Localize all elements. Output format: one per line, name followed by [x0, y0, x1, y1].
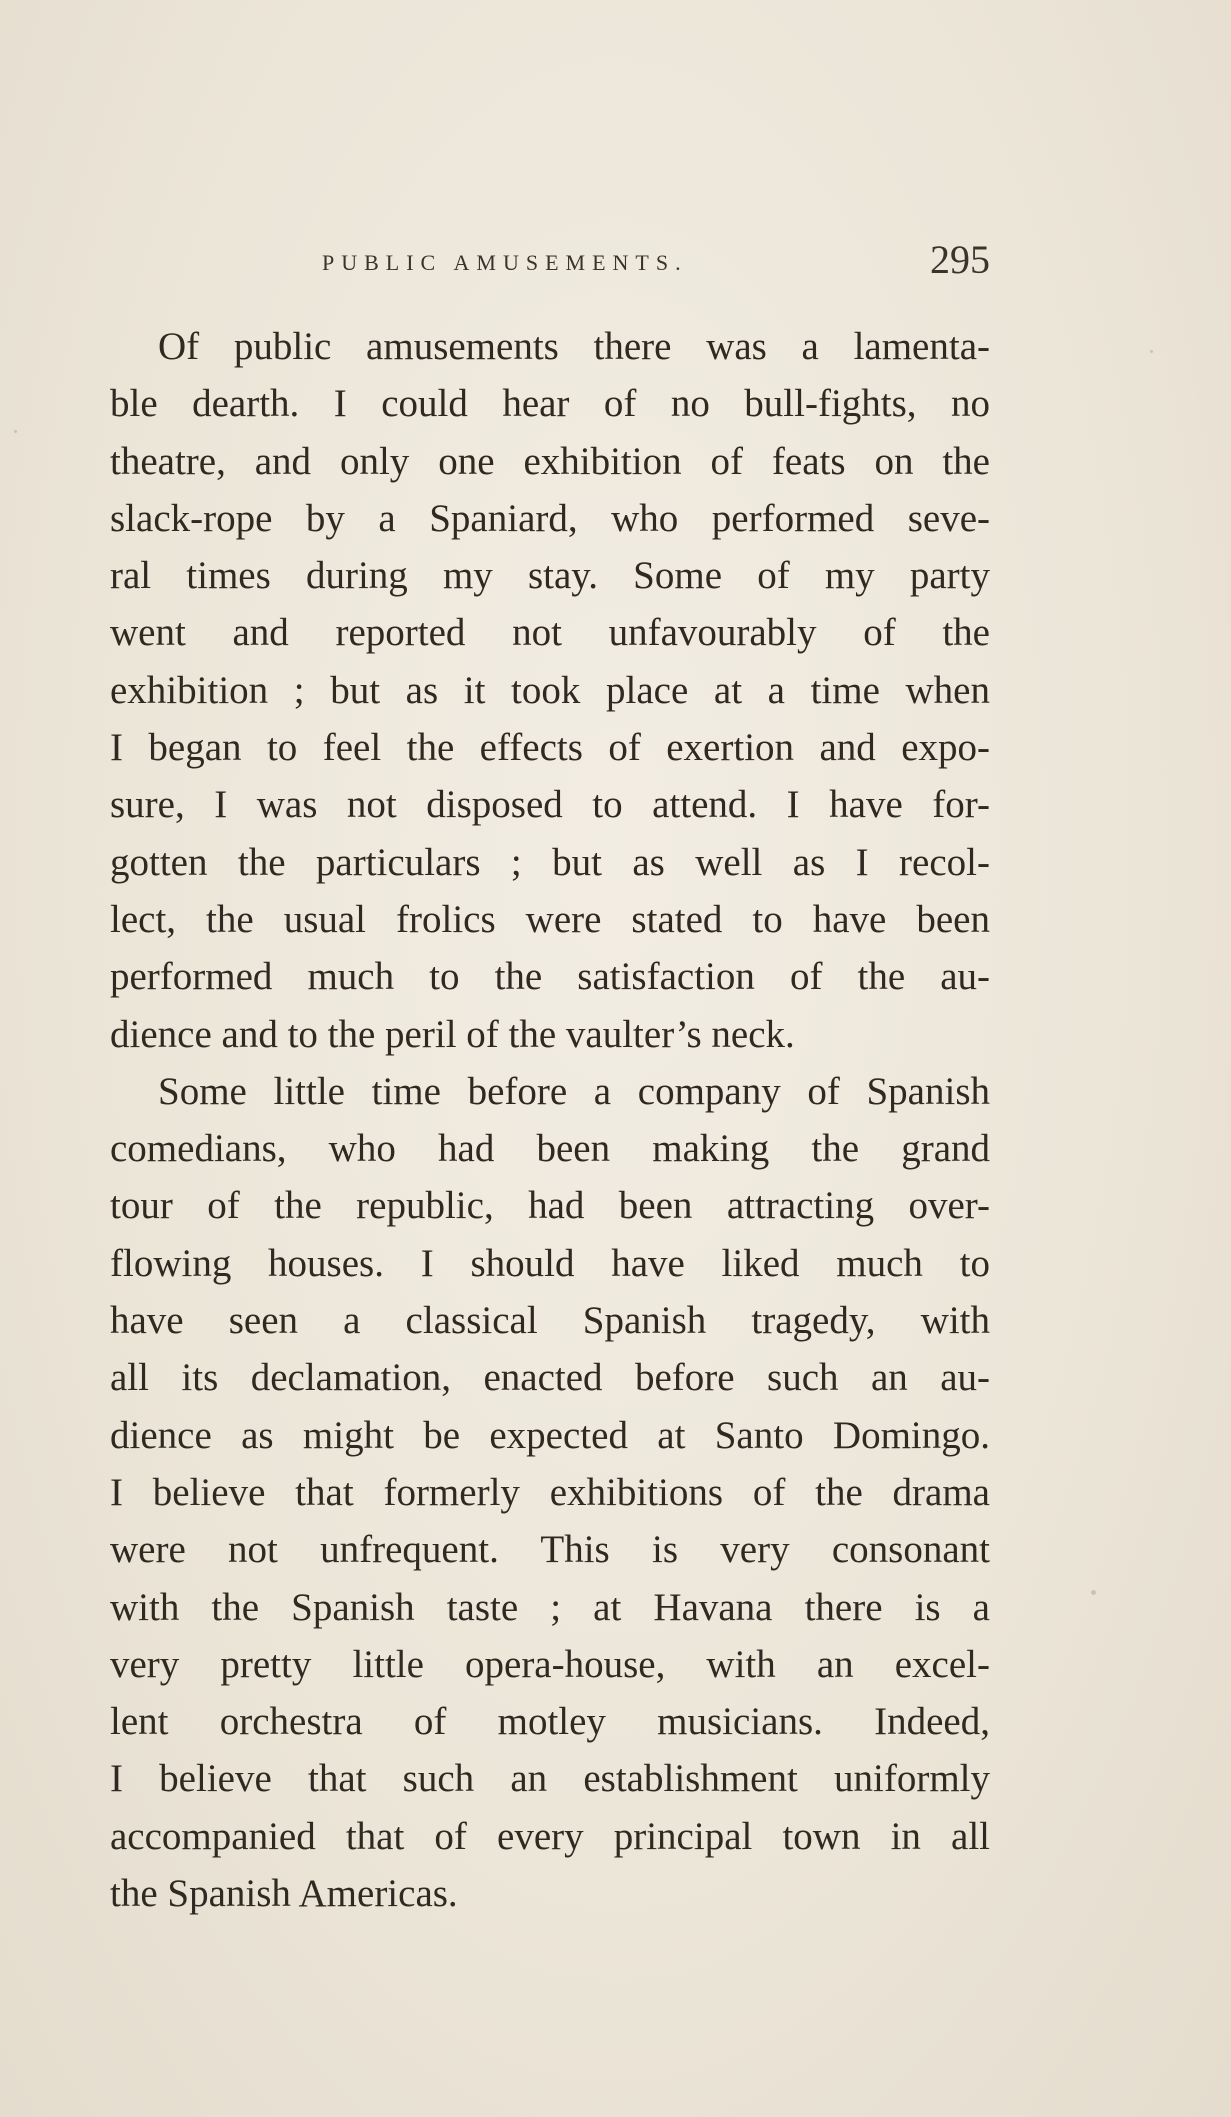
text-line: I believe that such an establishment uniformly: [110, 1757, 990, 1801]
text-line: performed much to the satisfaction of the au-: [110, 955, 990, 999]
text-line: exhibition ; but as it took place at a time when: [110, 668, 990, 712]
text-line: theatre, and only one exhibition of feats on the: [110, 439, 990, 483]
text-line: accompanied that of every principal town in all: [110, 1814, 990, 1858]
text-line: lent orchestra of motley musicians. Indeed,: [110, 1700, 990, 1744]
text-line: Of public amusements there was a lamenta-: [158, 325, 990, 368]
text-line: slack-rope by a Spaniard, who performed seve-: [110, 496, 990, 540]
text-line: lect, the usual frolics were stated to have been: [110, 897, 990, 941]
paragraph-2: [110, 1063, 990, 1922]
text-line: dience as might be expected at Santo Domingo.: [110, 1413, 990, 1457]
text-line: went and reported not unfavourably of the: [110, 611, 990, 655]
text-line: I began to feel the effects of exertion and expo-: [110, 726, 990, 770]
running-head: [110, 236, 990, 286]
paper-speck: [14, 430, 17, 433]
text-line: I believe that formerly exhibitions of the drama: [110, 1470, 990, 1514]
page-number: 295: [930, 237, 990, 282]
text-line: Some little time before a company of Spanish: [158, 1069, 990, 1113]
body-text: [110, 318, 990, 1922]
paper-speck: [1091, 1590, 1096, 1595]
text-line: flowing houses. I should have liked much to: [110, 1241, 990, 1285]
text-line: ral times during my stay. Some of my party: [110, 554, 990, 598]
running-title: PUBLIC AMUSEMENTS.: [322, 250, 688, 275]
text-line: dience and to the peril of the vaulter’s neck.: [110, 1012, 795, 1056]
text-line: ble dearth. I could hear of no bull-fights, no: [110, 382, 990, 426]
text-line: with the Spanish taste ; at Havana there is a: [110, 1585, 990, 1629]
text-line: gotten the particulars ; but as well as I recol-: [110, 840, 990, 884]
text-line: very pretty little opera-house, with an excel-: [110, 1642, 990, 1686]
text-line: tour of the republic, had been attracting over-: [110, 1184, 990, 1228]
paper-speck: [1150, 350, 1153, 353]
text-line: comedians, who had been making the grand: [110, 1127, 990, 1171]
text-line: all its declamation, enacted before such an au-: [110, 1356, 990, 1400]
paragraph-1: [110, 318, 990, 1063]
text-line: the Spanish Americas.: [110, 1872, 458, 1916]
text-line: sure, I was not disposed to attend. I have for-: [110, 783, 990, 827]
text-line: were not unfrequent. This is very consonant: [110, 1528, 990, 1572]
text-line: have seen a classical Spanish tragedy, with: [110, 1299, 990, 1343]
